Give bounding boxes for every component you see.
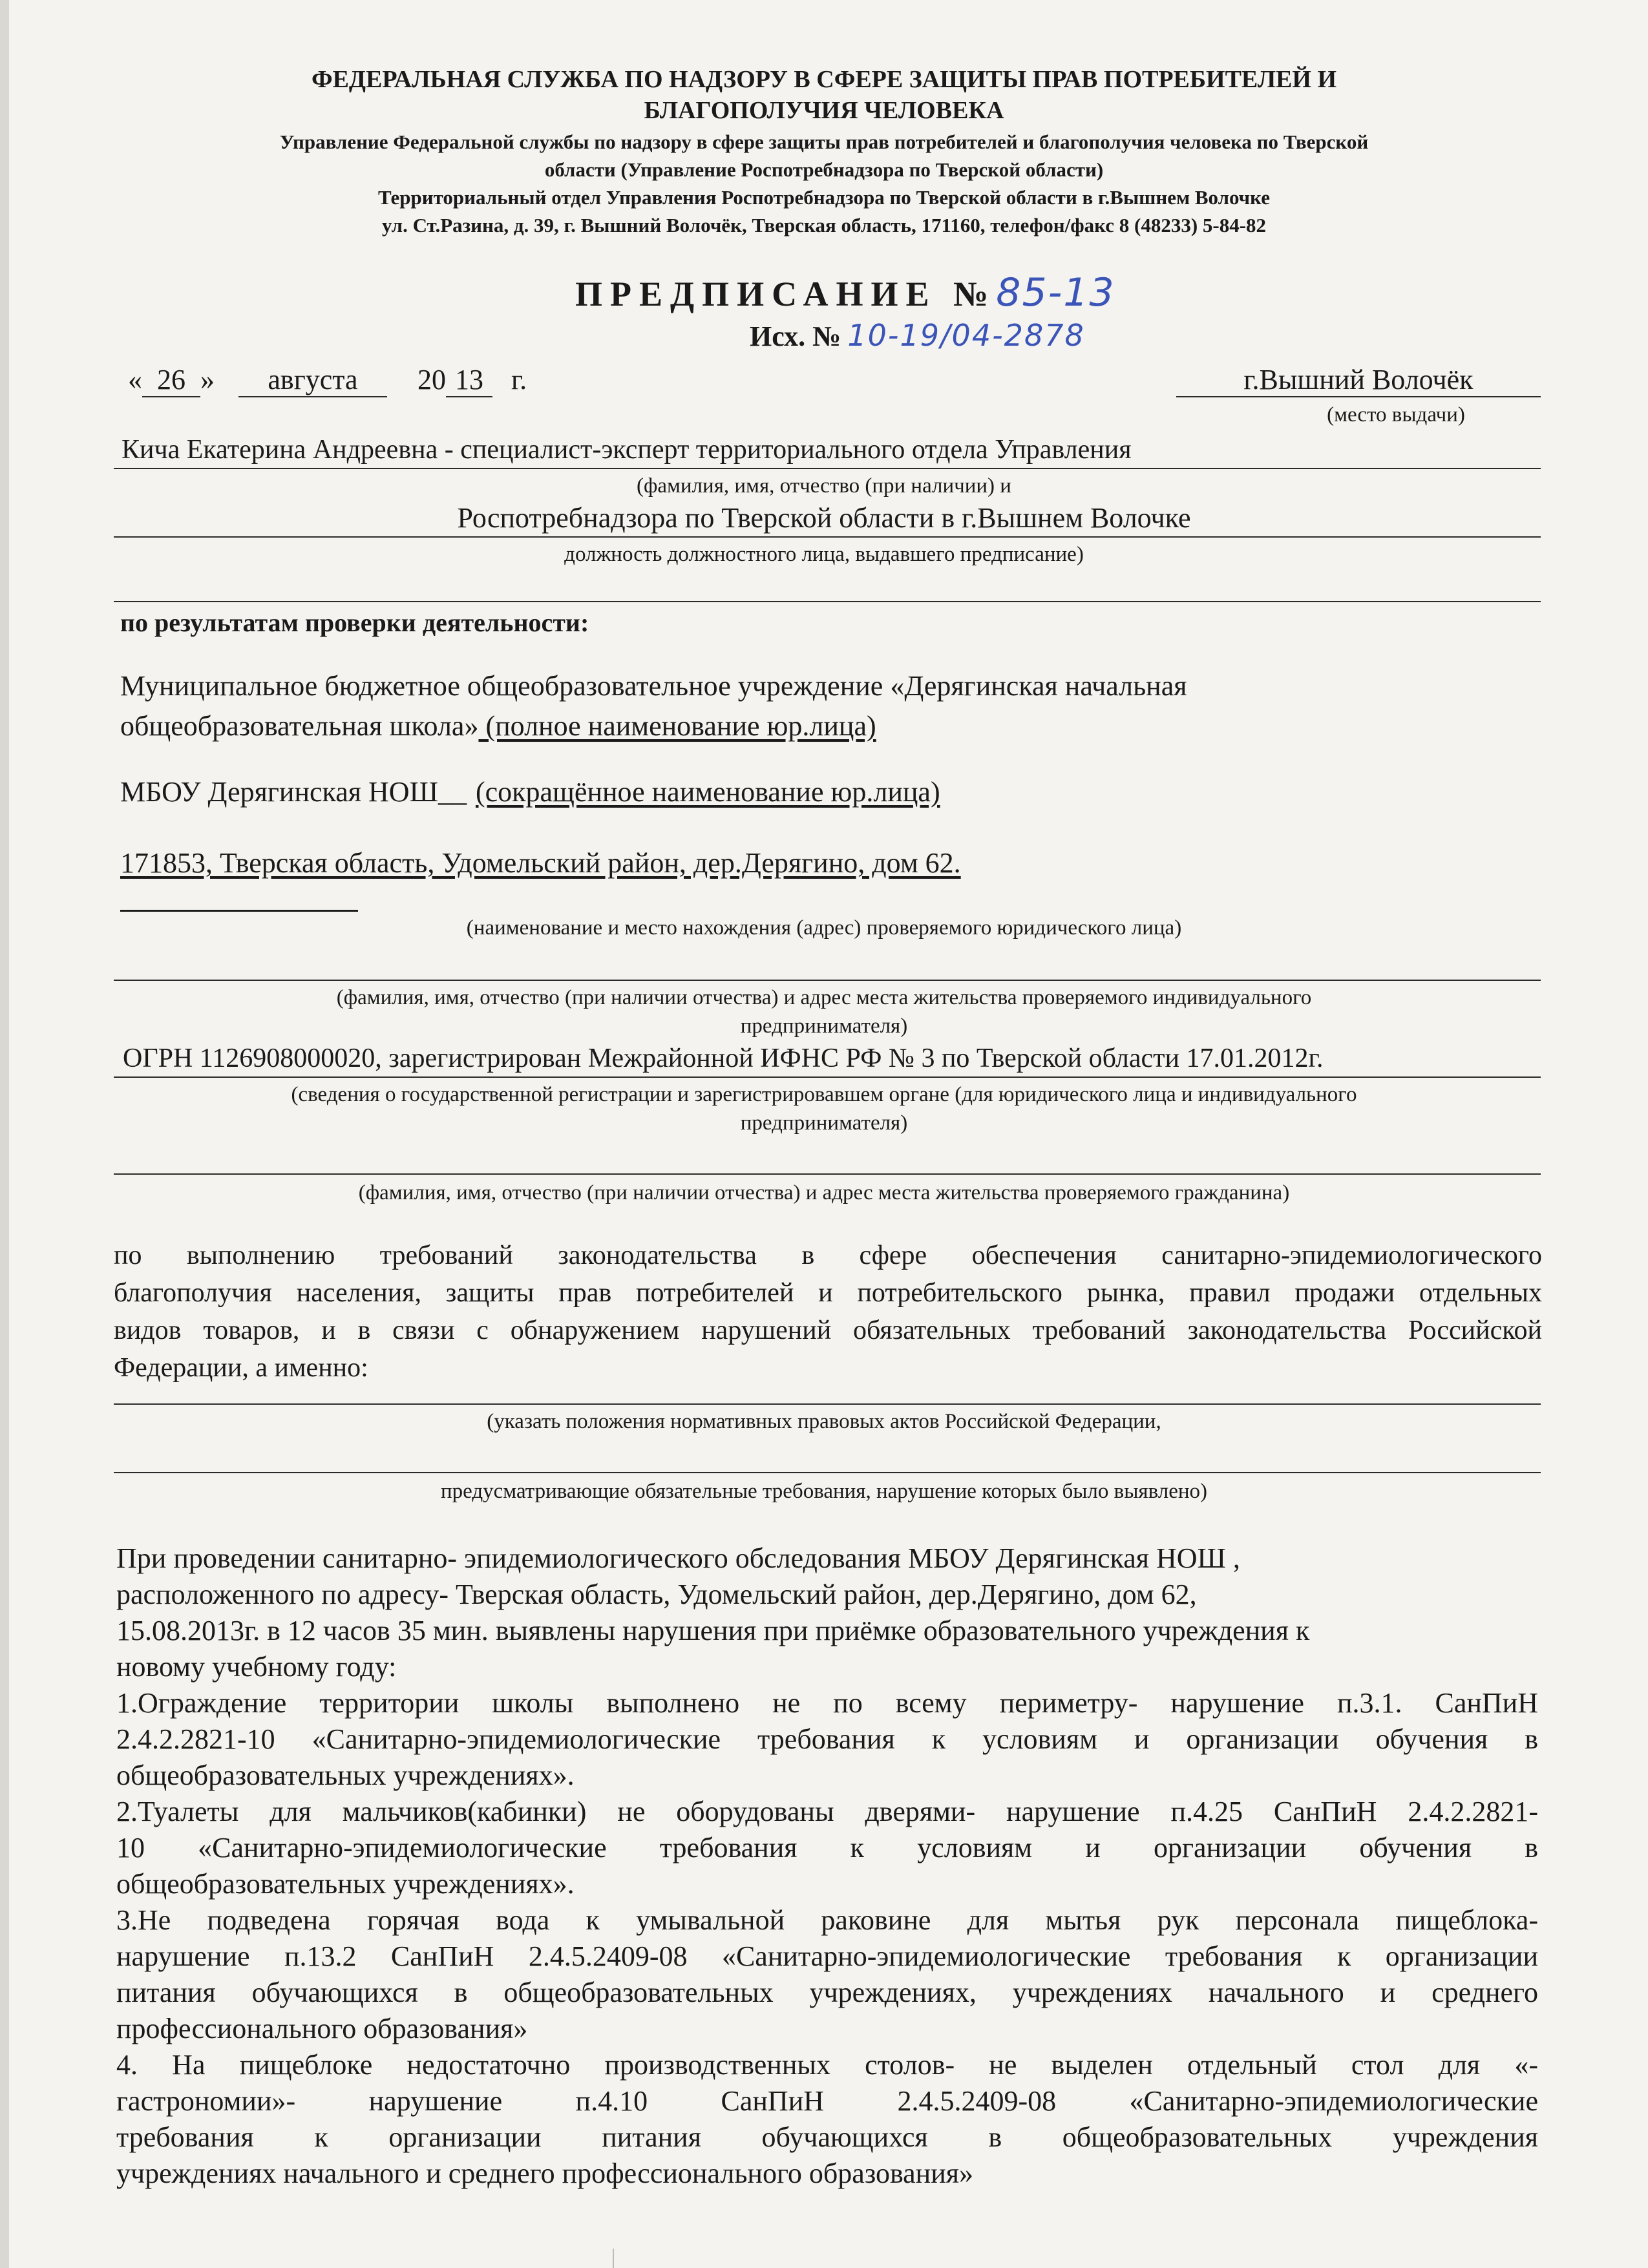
org-full-name-line1: Муниципальное бюджетное общеобразовательное учреждение «Дерягинская начальная (120, 670, 1187, 702)
org-full-name-note: (полное наименование юр.лица) (478, 710, 876, 742)
findings-block (116, 1540, 1538, 2192)
findings-line: гастрономии»- нарушение п.4.10 СанПиН 2.4.5.2409-08 «Санитарно-эпидемиологические (116, 2085, 1538, 2117)
org-short-name-line (120, 775, 940, 808)
findings-line: 15.08.2013г. в 12 часов 35 мин. выявлены нарушения при приёмке образовательного учреждения к (116, 1615, 1310, 1646)
page-fold-mark (613, 2249, 614, 2268)
findings-line: 10 «Санитарно-эпидемиологические требования к условиям и организации обучения в (116, 1832, 1538, 1864)
rule-official-1 (114, 468, 1541, 469)
findings-line: общеобразовательных учреждениях». (116, 1868, 575, 1900)
header-territorial-office: Территориальный отдел Управления Роспотребнадзора по Тверской области в г.Вышнем Волочке (377, 186, 1271, 209)
findings-line: учреждениях начального и среднего профессионального образования» (116, 2158, 973, 2189)
requirements-line-4: Федерации, а именно: (114, 1353, 368, 1383)
header-agency-line2: БЛАГОПОЛУЧИЯ ЧЕЛОВЕКА (644, 97, 1004, 124)
header-department-line1: Управление Федеральной службы по надзору в сфере защиты прав потребителей и благополучия человека по Тверской (279, 131, 1369, 153)
requirements-label-2: предусматривающие обязательные требования, нарушение которых было выявлено) (440, 1480, 1207, 1503)
findings-line: новому учебному году: (116, 1651, 397, 1683)
findings-line: требования к организации питания обучающихся в общеобразовательных учреждения (116, 2121, 1538, 2153)
ogrn-line: ОГРН 1126908000020, зарегистрирован Межрайонной ИФНС РФ № 3 по Тверской области 17.01.2012г. (123, 1044, 1324, 1073)
issue-place: г.Вышний Волочёк (1176, 363, 1541, 397)
date-year-prefix: 20 (417, 364, 446, 395)
address-label: (наименование и место нахождения (адрес) проверяемого юридического лица) (466, 916, 1182, 940)
findings-line: питания обучающихся в общеобразовательных учреждениях, учреждениях начального и среднего (116, 1977, 1538, 2008)
org-full-name-main: общеобразовательная школа» (120, 710, 479, 742)
org-short-note: (сокращённое наименование юр.лица) (475, 776, 940, 808)
header-department-line2: области (Управление Роспотребнадзора по Тверской области) (544, 158, 1104, 181)
requirements-line-2: благополучия населения, защиты прав потребителей и потребительского рынка, правил продажи отдельных (114, 1278, 1542, 1308)
header-agency-line1: ФЕДЕРАЛЬНАЯ СЛУЖБА ПО НАДЗОРУ В СФЕРЕ ЗАЩИТЫ ПРАВ ПОТРЕБИТЕЛЕЙ И (311, 66, 1337, 93)
outgoing-number-label: Исх. № (750, 320, 841, 352)
findings-line: 2.Туалеты для мальчиков(кабинки) не оборудованы дверями- нарушение п.4.25 СанПиН 2.4.2.2821- (116, 1796, 1538, 1827)
header-address: ул. Ст.Разина, д. 39, г. Вышний Волочёк, Тверская область, 171160, телефон/факс 8 (48233) 5-84-82 (381, 214, 1267, 236)
findings-line: общеобразовательных учреждениях». (116, 1759, 575, 1791)
rule-ogrn (114, 1076, 1541, 1078)
issue-place-label: (место выдачи) (1327, 403, 1465, 426)
date-year-unit: г. (511, 364, 527, 395)
findings-line: 1.Ограждение территории школы выполнено не по всему периметру- нарушение п.3.1. СанПиН (116, 1687, 1538, 1719)
requirements-paragraph (114, 1237, 1542, 1387)
rule-official-2 (114, 536, 1541, 538)
rule-citizen (114, 1173, 1541, 1175)
requirements-line-1: по выполнению требований законодательства в сфере обеспечения санитарно-эпидемиологического (114, 1241, 1542, 1270)
official-position-line: Роспотребнадзора по Тверской области в г.Вышнем Волочке (457, 502, 1191, 534)
findings-line: 3.Не подведена горячая вода к умывальной раковине для мытья рук персонала пищеблока- (116, 1904, 1538, 1936)
requirements-line-3: видов товаров, и в связи с обнаружением нарушений обязательных требований законодательства Российской (114, 1316, 1542, 1345)
document-title (575, 270, 1115, 315)
registration-label-1: (сведения о государственной регистрации и зарегистрировавшем органе (для юридического лица и индивидуального (291, 1083, 1357, 1106)
date-day: 26 (142, 363, 200, 397)
rule-requirements-2 (114, 1472, 1541, 1473)
org-short-name: МБОУ Дерягинская НОШ (120, 776, 438, 808)
inspection-heading: по результатам проверки деятельности: (120, 608, 589, 637)
ip-label-2: предпринимателя) (740, 1014, 908, 1038)
rule-official-3 (114, 601, 1541, 602)
rule-ip (114, 980, 1541, 981)
ip-label-1: (фамилия, имя, отчество (при наличии отчества) и адрес места жительства проверяемого индивидуального (336, 986, 1312, 1009)
requirements-label-1: (указать положения нормативных правовых актов Российской Федерации, (487, 1410, 1161, 1433)
org-full-name-line2 (120, 709, 876, 742)
issue-date (128, 363, 527, 397)
org-address: 171853, Тверская область, Удомельский район, дер.Дерягино, дом 62. (120, 847, 961, 879)
findings-line: 4. На пищеблоке недостаточно производственных столов- не выделен отдельный стол для «- (116, 2049, 1538, 2081)
citizen-label: (фамилия, имя, отчество (при наличии отчества) и адрес места жительства проверяемого гражданина) (358, 1181, 1290, 1204)
address-underline-stub (120, 910, 358, 912)
official-label-1: (фамилия, имя, отчество (при наличии) и (637, 474, 1011, 498)
findings-line: При проведении санитарно- эпидемиологического обследования МБОУ Дерягинская НОШ , (116, 1542, 1240, 1574)
rule-requirements-1 (114, 1403, 1541, 1405)
registration-label-2: предпринимателя) (740, 1111, 908, 1135)
findings-line: 2.4.2.2821-10 «Санитарно-эпидемиологические требования к условиям и организации обучения в (116, 1723, 1538, 1755)
outgoing-number (750, 318, 1085, 353)
date-year-suffix: 13 (446, 363, 492, 397)
org-short-gap: __ (438, 776, 467, 808)
date-close-quote: » (200, 364, 215, 395)
findings-line: нарушение п.13.2 СанПиН 2.4.5.2409-08 «Санитарно-эпидемиологические требования к организации (116, 1940, 1538, 1972)
handwritten-order-number: 85-13 (996, 270, 1115, 315)
title-text: ПРЕДПИСАНИЕ № (575, 275, 997, 313)
date-open-quote: « (128, 364, 142, 395)
date-month: августа (238, 363, 387, 397)
findings-line: расположенного по адресу- Тверская область, Удомельский район, дер.Дерягино, дом 62, (116, 1579, 1197, 1610)
findings-line: профессионального образования» (116, 2013, 528, 2044)
official-label-2: должность должностного лица, выдавшего предписание) (564, 543, 1084, 566)
official-name-line: Кича Екатерина Андреевна - специалист-эксперт территориального отдела Управления (121, 435, 1132, 465)
handwritten-outgoing-number: 10-19/04-2878 (847, 318, 1085, 353)
